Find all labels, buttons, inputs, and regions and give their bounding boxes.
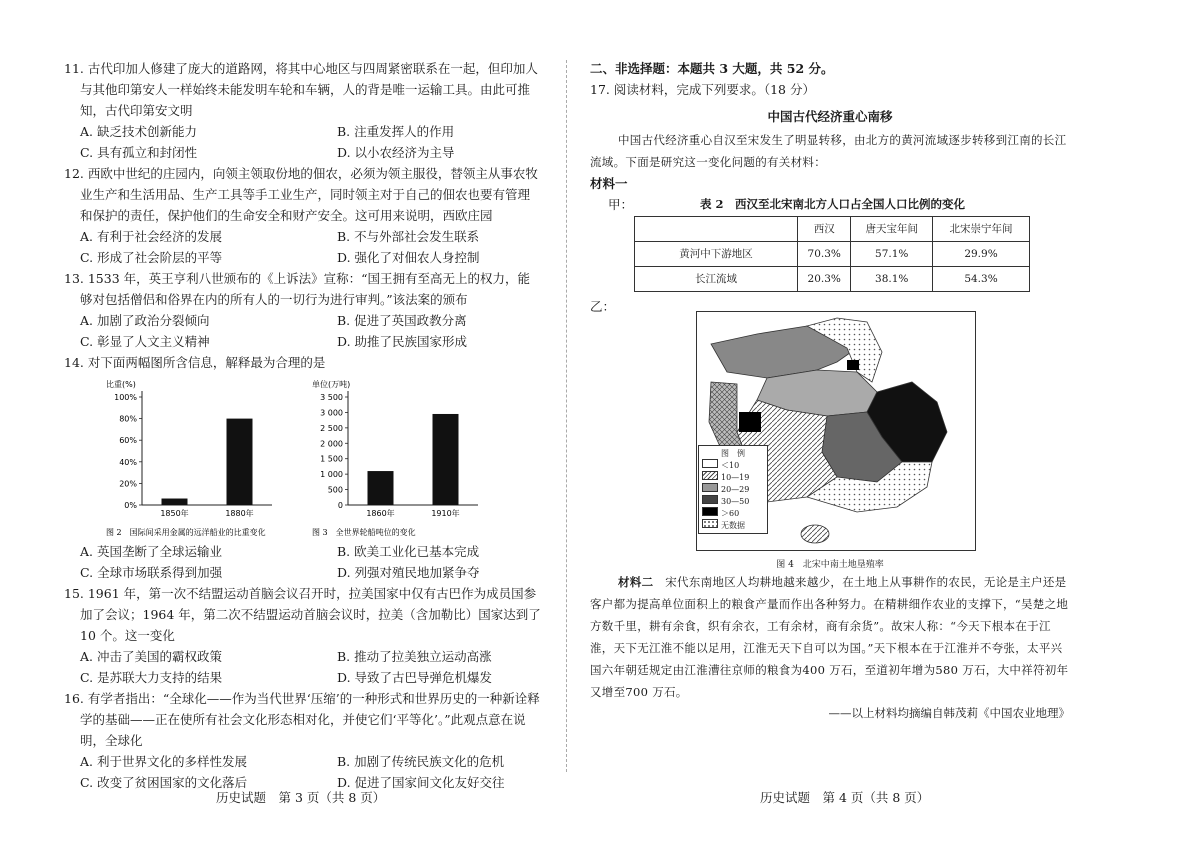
option-d: D. 列强对殖民地加紧争夺 xyxy=(337,565,480,580)
option-b: B. 不与外部社会发生联系 xyxy=(337,229,480,244)
material-two-text: 宋代东南地区人均耕地越来越少，在土地上从事耕作的农民，无论是主户还是客户都为提高单位面积上的粮食产量而作出各种努力。在精耕细作农业的支撑下，“吴楚之地方数千里，耕有余食，织有余衣，工有余材，商有余货”。故宋人称：“今天下根本在于江淮，天下无江淮不能以足用，江淮无天下自可以为国。”天下根本在于江淮并不夸张，太平兴国六年朝廷规定由江淮漕往京师的粮食为400 万石，至道初年增为580 万石，大中祥符初年又增至700 万石。 xyxy=(590,575,1069,699)
x-tick-label: 1910年 xyxy=(431,509,460,518)
option-d: D. 强化了对佃农人身控制 xyxy=(337,250,480,265)
option-b: B. 欧美工业化已基本完成 xyxy=(337,544,480,559)
question-stem: 12. 西欧中世纪的庄园内，向领主领取份地的佃农，必须为领主服役，替领主从事农牧业生产和生活用品、生产工具等手工业生产，同时领主对于自己的佃农也要有管理和保护的责任，保护他们的生命安全和财产安全。这可用来说明，西欧庄园 xyxy=(64,166,538,223)
chart-metal-ships xyxy=(94,373,324,541)
y-tick-label: 60% xyxy=(119,436,137,446)
map-region-capital xyxy=(847,360,859,370)
map-hainan-island xyxy=(801,525,829,543)
y-tick-label: 20% xyxy=(119,479,137,489)
y-tick-label: 40% xyxy=(119,457,137,467)
section-heading: 二、非选择题：本题共 3 大题，共 52 分。 xyxy=(590,61,834,76)
y-tick-label: 2 000 xyxy=(320,439,343,449)
chart-caption: 图 2 国际间采用金属的远洋船业的比重变化 xyxy=(106,528,266,537)
y-tick-label: 100% xyxy=(114,393,137,402)
table-header-row xyxy=(635,217,1030,242)
y-axis-label: 单位(万吨) xyxy=(312,380,351,389)
y-tick-label: 500 xyxy=(327,485,343,495)
map-region-sichuan xyxy=(739,412,761,432)
y-tick-label: 0% xyxy=(124,501,137,510)
bar xyxy=(433,414,459,505)
y-tick-label: 3 000 xyxy=(320,408,343,418)
legend-entry: ＞60 xyxy=(702,507,764,519)
table-header-cell xyxy=(635,217,798,242)
column-divider xyxy=(566,60,567,772)
source-citation: ——以上材料均摘编自韩茂莉《中国农业地理》 xyxy=(828,706,1070,720)
footer-page-4: 历史试题 第 4 页（共 8 页） xyxy=(760,790,930,805)
table-row xyxy=(635,242,1030,267)
bar xyxy=(162,499,188,505)
chart-steamship-tonnage xyxy=(300,373,540,541)
question-stem: 14. 对下面两幅图所含信息，解释最为合理的是 xyxy=(64,355,326,370)
option-c: C. 具有孤立和封闭性 xyxy=(80,145,198,160)
question-stem: 11. 古代印加人修建了庞大的道路网，将其中心地区与四周紧密联系在一起，但印加人与其他印第安人一样始终未能发明车轮和车辆，人的背是唯一运输工具。由此可推知，古代印第安文明 xyxy=(64,61,538,118)
option-d: D. 以小农经济为主导 xyxy=(337,145,455,160)
right-column xyxy=(590,58,1070,724)
question-17-stem: 17. 阅读材料，完成下列要求。（18 分） xyxy=(590,82,815,97)
option-a: A. 加剧了政治分裂倾向 xyxy=(80,313,210,328)
legend-entry: 无数据 xyxy=(702,519,764,531)
option-b: B. 促进了英国政教分离 xyxy=(337,313,467,328)
question-stem: 15. 1961 年，第一次不结盟运动首脑会议召开时，拉美国家中仅有古巴作为成员国参加了会议；1964 年，第二次不结盟运动首脑会议时，拉美（含加勒比）国家达到了 10 个。这一变化 xyxy=(64,586,541,643)
question-11 xyxy=(64,58,542,163)
y-tick-label: 2 500 xyxy=(320,423,343,433)
legend-entry: 10—19 xyxy=(702,471,764,483)
bar xyxy=(227,419,253,505)
option-b: B. 推动了拉美独立运动高涨 xyxy=(337,649,492,664)
table-cell: 黄河中下游地区 xyxy=(635,242,798,267)
option-d: D. 促进了国家间文化友好交往 xyxy=(337,775,505,790)
y-tick-label: 1 500 xyxy=(320,454,343,464)
y-tick-label: 80% xyxy=(119,414,137,424)
table-cell: 57.1% xyxy=(851,242,933,267)
option-a: A. 有利于社会经济的发展 xyxy=(80,229,222,244)
table-row xyxy=(635,267,1030,292)
option-a: A. 英国垄断了全球运输业 xyxy=(80,544,222,559)
legend-entry: ＜10 xyxy=(702,459,764,471)
question-15 xyxy=(64,583,542,688)
question-12 xyxy=(64,163,542,268)
table-cell: 38.1% xyxy=(851,267,933,292)
x-tick-label: 1850年 xyxy=(160,509,189,518)
left-column xyxy=(64,58,542,793)
bar xyxy=(368,471,394,505)
material-two-paragraph xyxy=(590,571,1070,703)
table-cell: 20.3% xyxy=(798,267,851,292)
question-stem: 16. 有学者指出：“全球化——作为当代世界‘压缩’的一种形式和世界历史的一种新诠释学的基础——正在使所有社会文化形态相对化，并使它们‘平等化’。”此观点意在说明，全球化 xyxy=(64,691,540,748)
figure-row xyxy=(64,373,542,541)
option-a: A. 冲击了美国的霸权政策 xyxy=(80,649,222,664)
option-a: A. 利于世界文化的多样性发展 xyxy=(80,754,247,769)
legend-entry: 30—50 xyxy=(702,495,764,507)
map-caption: 图 4 北宋中南土地垦殖率 xyxy=(776,560,884,570)
footer-page-3: 历史试题 第 3 页（共 8 页） xyxy=(216,790,386,805)
option-a: A. 缺乏技术创新能力 xyxy=(80,124,197,139)
option-c: C. 是苏联大力支持的结果 xyxy=(80,670,223,685)
y-tick-label: 1 000 xyxy=(320,470,343,480)
option-c: C. 全球市场联系得到加强 xyxy=(80,565,223,580)
label-yi: 乙： xyxy=(590,299,616,314)
option-c: C. 改变了贫困国家的文化落后 xyxy=(80,775,248,790)
material-title: 中国古代经济重心南移 xyxy=(767,109,893,124)
legend-title: 图 例 xyxy=(721,449,745,458)
question-13 xyxy=(64,268,542,352)
option-b: B. 注重发挥人的作用 xyxy=(337,124,455,139)
option-d: D. 导致了古巴导弹危机爆发 xyxy=(337,670,493,685)
x-tick-label: 1880年 xyxy=(225,509,254,518)
legend-entry: 20—29 xyxy=(702,483,764,495)
material-two-label: 材料二 xyxy=(618,575,654,589)
material-one-label: 材料一 xyxy=(590,176,628,191)
question-stem: 13. 1533 年，英王亨利八世颁布的《上诉法》宣称：“国王拥有至高无上的权力，能够对包括僧侣和俗界在内的所有人的一切行为进行审判。”该法案的颁布 xyxy=(64,271,531,307)
y-axis-label: 比重(%) xyxy=(106,380,136,389)
table-header-cell: 西汉 xyxy=(798,217,851,242)
question-14 xyxy=(64,352,542,583)
y-tick-label: 0 xyxy=(337,501,343,510)
option-b: B. 加剧了传统民族文化的危机 xyxy=(337,754,505,769)
table-cell: 70.3% xyxy=(798,242,851,267)
option-c: C. 彰显了人文主义精神 xyxy=(80,334,210,349)
label-jia: 甲： xyxy=(608,197,634,212)
table-header-cell: 北宋崇宁年间 xyxy=(932,217,1029,242)
table-cell: 长江流域 xyxy=(635,267,798,292)
x-tick-label: 1860年 xyxy=(366,509,395,518)
table-cell: 54.3% xyxy=(932,267,1029,292)
question-16 xyxy=(64,688,542,793)
intro-paragraph: 中国古代经济重心自汉至宋发生了明显转移，由北方的黄河流域逐步转移到江南的长江流域。下面是研究这一变化问题的有关材料： xyxy=(590,133,1067,169)
option-d: D. 助推了民族国家形成 xyxy=(337,334,468,349)
table-header-cell: 唐天宝年间 xyxy=(851,217,933,242)
table-cell: 29.9% xyxy=(932,242,1029,267)
table-title: 表 2 西汉至北宋南北方人口占全国人口比例的变化 xyxy=(700,197,966,211)
chart-caption: 图 3 全世界轮船吨位的变化 xyxy=(312,528,416,537)
map-legend xyxy=(698,445,768,534)
population-table xyxy=(634,216,1030,292)
option-c: C. 形成了社会阶层的平等 xyxy=(80,250,223,265)
y-tick-label: 3 500 xyxy=(320,393,343,402)
